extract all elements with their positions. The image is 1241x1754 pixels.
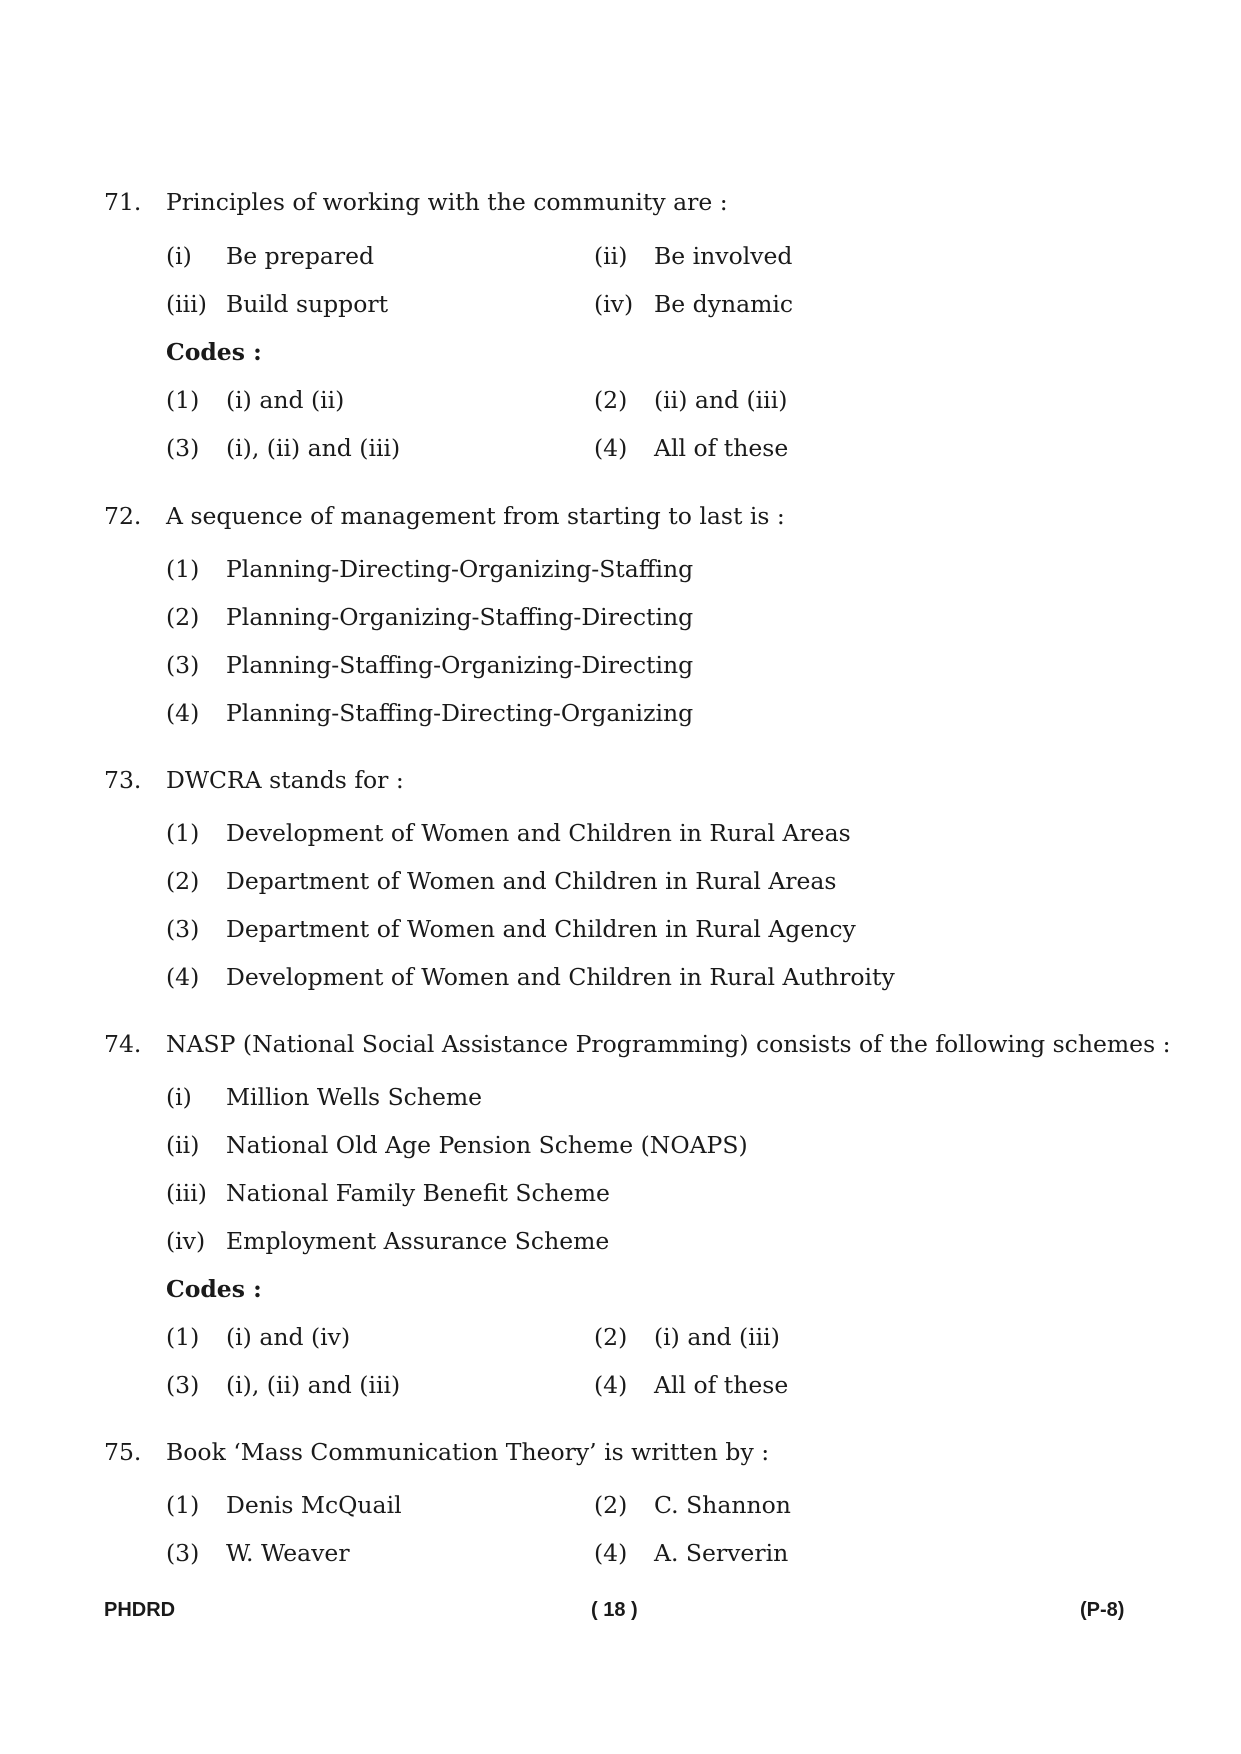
option-label: (1)	[166, 386, 200, 414]
footer-code: PHDRD	[104, 1599, 176, 1621]
codes-heading: Codes :	[166, 1275, 262, 1303]
statement-text: Build support	[226, 290, 389, 318]
option-text: (i) and (iii)	[654, 1323, 780, 1351]
question-number: 75.	[104, 1438, 142, 1466]
option-label: (3)	[166, 651, 200, 679]
question-number: 73.	[104, 766, 142, 794]
option-text: (ii) and (iii)	[654, 386, 788, 414]
option-text: All of these	[654, 1371, 789, 1399]
option-text: (i) and (ii)	[226, 386, 345, 414]
statement-text: Be dynamic	[654, 290, 794, 318]
option-label: (4)	[166, 699, 200, 727]
question-text: Principles of working with the community are :	[166, 188, 728, 216]
option-text: All of these	[654, 434, 789, 462]
option-text: Denis McQuail	[226, 1491, 402, 1519]
statement-text: Million Wells Scheme	[226, 1083, 483, 1111]
option-text: A. Serverin	[654, 1539, 789, 1567]
codes-heading: Codes :	[166, 338, 262, 366]
option-label: (4)	[594, 1539, 628, 1567]
statement-label: (iv)	[594, 290, 634, 318]
question-text: Book ‘Mass Communication Theory’ is written by :	[166, 1438, 770, 1466]
option-label: (2)	[166, 867, 200, 895]
footer-paper-code: (P-8)	[1080, 1599, 1125, 1621]
option-label: (2)	[594, 386, 628, 414]
statement-text: National Old Age Pension Scheme (NOAPS)	[226, 1131, 748, 1159]
question-text: DWCRA stands for :	[166, 766, 404, 794]
option-label: (3)	[166, 1371, 200, 1399]
option-text: (i), (ii) and (iii)	[226, 1371, 401, 1399]
option-text: (i) and (iv)	[226, 1323, 351, 1351]
option-label: (1)	[166, 1323, 200, 1351]
option-label: (4)	[594, 1371, 628, 1399]
statement-text: Employment Assurance Scheme	[226, 1227, 610, 1255]
statement-label: (i)	[166, 242, 192, 270]
statement-text: Be prepared	[226, 242, 375, 270]
page-number: ( 18 )	[591, 1599, 638, 1621]
statement-label: (ii)	[166, 1131, 200, 1159]
question-text: A sequence of management from starting to last is :	[166, 502, 785, 530]
option-label: (1)	[166, 819, 200, 847]
option-label: (1)	[166, 555, 200, 583]
option-text: Development of Women and Children in Rural Areas	[226, 819, 851, 847]
option-text: Department of Women and Children in Rural Areas	[226, 867, 837, 895]
option-text: Department of Women and Children in Rural Agency	[226, 915, 856, 943]
option-label: (3)	[166, 915, 200, 943]
question-number: 72.	[104, 502, 142, 530]
option-label: (2)	[166, 603, 200, 631]
option-label: (2)	[594, 1491, 628, 1519]
option-label: (3)	[166, 434, 200, 462]
statement-label: (ii)	[594, 242, 628, 270]
statement-label: (iv)	[166, 1227, 206, 1255]
option-text: Planning-Staffing-Directing-Organizing	[226, 699, 694, 727]
option-text: Planning-Organizing-Staffing-Directing	[226, 603, 694, 631]
statement-label: (iii)	[166, 290, 207, 318]
statement-label: (i)	[166, 1083, 192, 1111]
statement-label: (iii)	[166, 1179, 207, 1207]
option-label: (1)	[166, 1491, 200, 1519]
option-text: C. Shannon	[654, 1491, 791, 1519]
option-label: (3)	[166, 1539, 200, 1567]
option-text: Planning-Staffing-Organizing-Directing	[226, 651, 694, 679]
option-text: W. Weaver	[226, 1539, 350, 1567]
option-text: Planning-Directing-Organizing-Staffing	[226, 555, 694, 583]
option-label: (4)	[166, 963, 200, 991]
option-label: (2)	[594, 1323, 628, 1351]
option-text: (i), (ii) and (iii)	[226, 434, 401, 462]
statement-text: National Family Benefit Scheme	[226, 1179, 610, 1207]
question-number: 74.	[104, 1030, 142, 1058]
statement-text: Be involved	[654, 242, 793, 270]
question-text: NASP (National Social Assistance Programming) consists of the following schemes :	[166, 1030, 1171, 1058]
question-number: 71.	[104, 188, 142, 216]
option-label: (4)	[594, 434, 628, 462]
option-text: Development of Women and Children in Rural Authroity	[226, 963, 895, 991]
